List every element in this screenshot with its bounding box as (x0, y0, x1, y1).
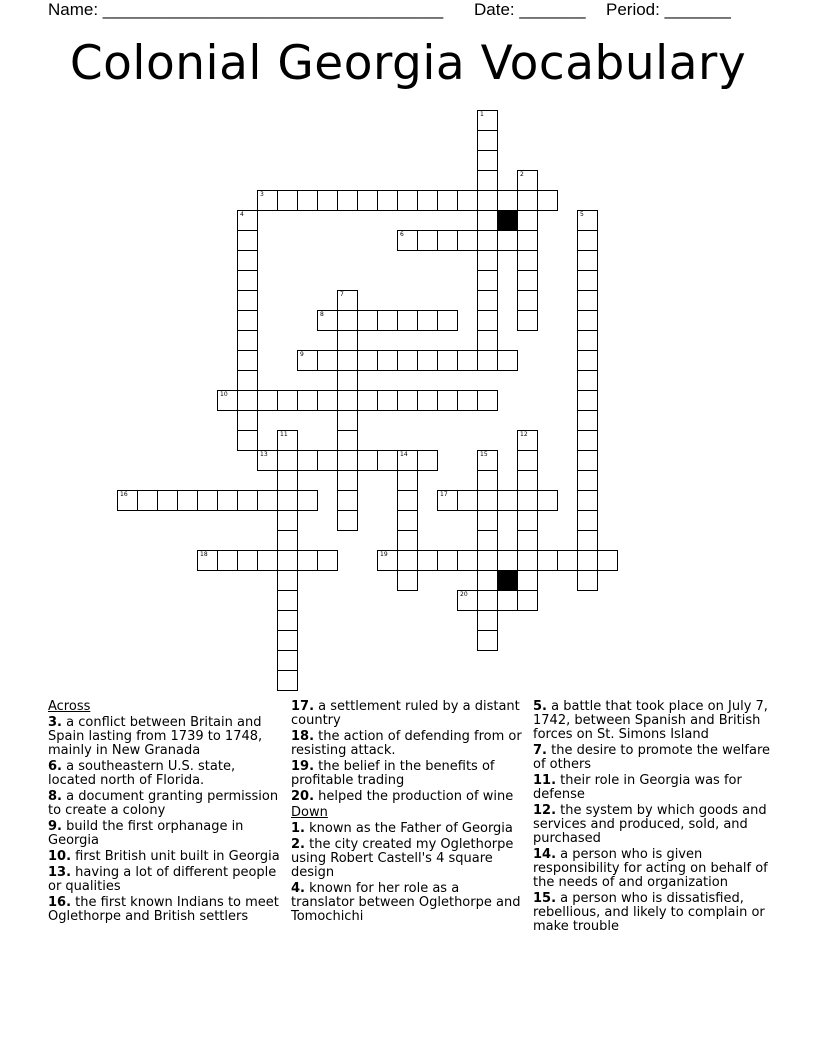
crossword-cell[interactable] (317, 350, 338, 371)
crossword-cell[interactable] (417, 350, 438, 371)
crossword-cell[interactable] (517, 570, 538, 591)
crossword-cell[interactable] (337, 310, 358, 331)
crossword-cell[interactable] (277, 650, 298, 671)
crossword-cell[interactable] (477, 390, 498, 411)
crossword-cell[interactable] (517, 510, 538, 531)
crossword-cell[interactable] (577, 210, 598, 231)
crossword-cell[interactable] (417, 190, 438, 211)
crossword-cell[interactable] (477, 570, 498, 591)
crossword-cell[interactable] (297, 390, 318, 411)
crossword-cell[interactable] (537, 190, 558, 211)
crossword-cell[interactable] (597, 550, 618, 571)
crossword-cell[interactable] (277, 450, 298, 471)
crossword-cell[interactable] (477, 550, 498, 571)
clue-across-20: 20. helped the production of wine (291, 789, 514, 804)
crossword-cell[interactable] (377, 350, 398, 371)
crossword-cell[interactable] (277, 490, 298, 511)
clue-across-9: 9. build the first orphanage in Georgia (48, 819, 244, 848)
clue-number: 13 (260, 451, 268, 458)
clue-number: 9 (300, 351, 304, 358)
crossword-cell[interactable] (317, 450, 338, 471)
name-field[interactable]: Name: ____________________________________ (48, 0, 444, 19)
crossword-cell[interactable] (277, 570, 298, 591)
clue-across-13: 13. having a lot of different people or qualities (48, 865, 277, 894)
crossword-cell[interactable] (497, 350, 518, 371)
crossword-cell[interactable] (517, 470, 538, 491)
clues-column-3 (533, 700, 773, 936)
clue-number: 12 (520, 431, 528, 438)
black-square (497, 570, 518, 591)
crossword-cell[interactable] (437, 550, 458, 571)
crossword-cell[interactable] (477, 130, 498, 151)
clue-down-11: 11. their role in Georgia was for defense (533, 773, 742, 802)
crossword-cell[interactable] (337, 470, 358, 491)
crossword-cell[interactable] (317, 550, 338, 571)
crossword-cell[interactable] (257, 190, 278, 211)
crossword-cell[interactable] (277, 590, 298, 611)
crossword-cell[interactable] (397, 230, 418, 251)
clue-down-4: 4. known for her role as a translator between Oglethorpe and Tomochichi (291, 881, 521, 924)
crossword-cell[interactable] (517, 310, 538, 331)
crossword-cell[interactable] (537, 550, 558, 571)
crossword-cell[interactable] (257, 390, 278, 411)
crossword-cell[interactable] (257, 550, 278, 571)
crossword-cell[interactable] (237, 250, 258, 271)
crossword-cell[interactable] (417, 450, 438, 471)
crossword-cell[interactable] (577, 230, 598, 251)
crossword-cell[interactable] (237, 230, 258, 251)
crossword-cell[interactable] (477, 310, 498, 331)
crossword-cell[interactable] (437, 350, 458, 371)
clue-number: 5 (580, 211, 584, 218)
crossword-cell[interactable] (217, 550, 238, 571)
crossword-cell[interactable] (477, 610, 498, 631)
crossword-cell[interactable] (337, 190, 358, 211)
crossword-cell[interactable] (477, 190, 498, 211)
clue-across-6: 6. a southeastern U.S. state, located north of Florida. (48, 759, 236, 788)
crossword-cell[interactable] (277, 550, 298, 571)
crossword-cell[interactable] (477, 270, 498, 291)
crossword-cell[interactable] (337, 430, 358, 451)
crossword-cell[interactable] (377, 190, 398, 211)
crossword-cell[interactable] (377, 390, 398, 411)
crossword-cell[interactable] (337, 410, 358, 431)
crossword-cell[interactable] (277, 670, 298, 691)
crossword-cell[interactable] (437, 190, 458, 211)
crossword-cell[interactable] (577, 410, 598, 431)
crossword-cell[interactable] (297, 450, 318, 471)
crossword-cell[interactable] (537, 490, 558, 511)
clue-number: 19 (380, 551, 388, 558)
crossword-cell[interactable] (397, 190, 418, 211)
crossword-cell[interactable] (517, 190, 538, 211)
clue-down-1: 1. known as the Father of Georgia (291, 821, 513, 836)
crossword-cell[interactable] (477, 150, 498, 171)
crossword-cell[interactable] (297, 350, 318, 371)
page-title: Colonial Georgia Vocabulary (69, 36, 747, 91)
clue-down-15: 15. a person who is dissatisfied, rebellious, and likely to complain or make trouble (533, 891, 765, 934)
crossword-cell[interactable] (457, 190, 478, 211)
crossword-cell[interactable] (517, 230, 538, 251)
crossword-cell[interactable] (477, 510, 498, 531)
crossword-cell[interactable] (237, 410, 258, 431)
crossword-cell[interactable] (297, 190, 318, 211)
crossword-cell[interactable] (457, 490, 478, 511)
crossword-cell[interactable] (437, 230, 458, 251)
crossword-cell[interactable] (577, 370, 598, 391)
crossword-cell[interactable] (437, 390, 458, 411)
crossword-cell[interactable] (517, 450, 538, 471)
crossword-cell[interactable] (577, 290, 598, 311)
crossword-cell[interactable] (517, 590, 538, 611)
crossword-cell[interactable] (257, 450, 278, 471)
crossword-cell[interactable] (397, 570, 418, 591)
crossword-cell[interactable] (577, 570, 598, 591)
crossword-cell[interactable] (237, 330, 258, 351)
crossword-cell[interactable] (397, 450, 418, 471)
clue-number: 6 (400, 231, 404, 238)
crossword-cell[interactable] (417, 230, 438, 251)
crossword-cell[interactable] (517, 250, 538, 271)
crossword-cell[interactable] (297, 490, 318, 511)
clue-number: 1 (480, 111, 484, 118)
clue-across-18: 18. the action of defending from or resisting attack. (291, 729, 522, 758)
crossword-cell[interactable] (397, 490, 418, 511)
crossword-cell[interactable] (577, 350, 598, 371)
crossword-cell[interactable] (497, 490, 518, 511)
crossword-cell[interactable] (477, 490, 498, 511)
crossword-cell[interactable] (577, 530, 598, 551)
clue-down-2: 2. the city created my Oglethorpe using Robert Castell's 4 square design (291, 837, 514, 880)
crossword-cell[interactable] (497, 590, 518, 611)
clue-across-19: 19. the belief in the benefits of profitable trading (291, 759, 495, 788)
crossword-cell[interactable] (477, 630, 498, 651)
crossword-cell[interactable] (197, 550, 218, 571)
clue-number: 11 (280, 431, 288, 438)
clue-number: 8 (320, 311, 324, 318)
crossword-cell[interactable] (237, 370, 258, 391)
crossword-cell[interactable] (517, 270, 538, 291)
clue-number: 20 (460, 591, 468, 598)
clue-number: 4 (240, 211, 244, 218)
crossword-cell[interactable] (277, 530, 298, 551)
crossword-cell[interactable] (477, 530, 498, 551)
crossword-cell[interactable] (137, 490, 158, 511)
down-heading: Down (291, 805, 328, 820)
date-field[interactable]: Date: _______ (474, 0, 586, 19)
clue-across-8: 8. a document granting permission to create a colony (48, 789, 279, 818)
crossword-cell[interactable] (577, 330, 598, 351)
crossword-cell[interactable] (397, 530, 418, 551)
crossword-cell[interactable] (577, 250, 598, 271)
crossword-cell[interactable] (477, 290, 498, 311)
clue-down-5: 5. a battle that took place on July 7, 1742, between Spanish and British forces on St. Simons Island (533, 699, 768, 742)
crossword-cell[interactable] (577, 270, 598, 291)
crossword-cell[interactable] (377, 550, 398, 571)
crossword-cell[interactable] (457, 230, 478, 251)
crossword-cell[interactable] (477, 230, 498, 251)
crossword-cell[interactable] (157, 490, 178, 511)
clue-number: 14 (400, 451, 408, 458)
crossword-cell[interactable] (237, 490, 258, 511)
crossword-cell[interactable] (557, 550, 578, 571)
crossword-cell[interactable] (477, 170, 498, 191)
crossword-cell[interactable] (417, 550, 438, 571)
crossword-cell[interactable] (397, 390, 418, 411)
crossword-cell[interactable] (237, 390, 258, 411)
crossword-cell[interactable] (277, 470, 298, 491)
crossword-cell[interactable] (397, 550, 418, 571)
crossword-cell[interactable] (457, 550, 478, 571)
crossword-cell[interactable] (357, 350, 378, 371)
crossword-cell[interactable] (577, 490, 598, 511)
crossword-cell[interactable] (437, 310, 458, 331)
clue-number: 16 (120, 491, 128, 498)
crossword-cell[interactable] (337, 330, 358, 351)
crossword-cell[interactable] (457, 350, 478, 371)
crossword-cell[interactable] (257, 490, 278, 511)
crossword-cell[interactable] (197, 490, 218, 511)
crossword-cell[interactable] (517, 170, 538, 191)
crossword-cell[interactable] (277, 510, 298, 531)
crossword-cell[interactable] (397, 510, 418, 531)
crossword-cell[interactable] (497, 550, 518, 571)
crossword-cell[interactable] (237, 310, 258, 331)
clue-number: 3 (260, 191, 264, 198)
clue-number: 17 (440, 491, 448, 498)
crossword-cell[interactable] (577, 470, 598, 491)
crossword-cell[interactable] (357, 190, 378, 211)
clue-down-7: 7. the desire to promote the welfare of others (533, 743, 771, 772)
crossword-cell[interactable] (337, 350, 358, 371)
crossword-cell[interactable] (477, 470, 498, 491)
black-square (497, 210, 518, 231)
crossword-cell[interactable] (417, 390, 438, 411)
crossword-cell[interactable] (377, 310, 398, 331)
crossword-cell[interactable] (357, 450, 378, 471)
crossword-cell[interactable] (517, 210, 538, 231)
crossword-cell[interactable] (337, 450, 358, 471)
crossword-cell[interactable] (577, 450, 598, 471)
clue-across-3: 3. a conflict between Britain and Spain lasting from 1739 to 1748, mainly in New Granada (48, 715, 263, 758)
clue-across-16: 16. the first known Indians to meet Oglethorpe and British settlers (48, 895, 279, 924)
crossword-cell[interactable] (297, 550, 318, 571)
crossword-cell[interactable] (397, 350, 418, 371)
crossword-cell[interactable] (517, 530, 538, 551)
crossword-cell[interactable] (477, 110, 498, 131)
clue-number: 2 (520, 171, 524, 178)
clue-number: 10 (220, 391, 228, 398)
crossword-cell[interactable] (517, 290, 538, 311)
clue-down-14: 14. a person who is given responsibility for acting on behalf of the needs of and organization (533, 847, 768, 890)
crossword-cell[interactable] (397, 310, 418, 331)
clue-number: 18 (200, 551, 208, 558)
crossword-cell[interactable] (237, 350, 258, 371)
crossword-cell[interactable] (277, 390, 298, 411)
crossword-cell[interactable] (477, 210, 498, 231)
crossword-cell[interactable] (477, 450, 498, 471)
crossword-cell[interactable] (417, 310, 438, 331)
crossword-cell[interactable] (497, 230, 518, 251)
crossword-cell[interactable] (577, 430, 598, 451)
crossword-cell[interactable] (117, 490, 138, 511)
crossword-cell[interactable] (317, 390, 338, 411)
crossword-cell[interactable] (277, 610, 298, 631)
crossword-cell[interactable] (577, 510, 598, 531)
crossword-cell[interactable] (237, 210, 258, 231)
crossword-cell[interactable] (457, 390, 478, 411)
crossword-cell[interactable] (317, 190, 338, 211)
crossword-cell[interactable] (517, 550, 538, 571)
crossword-cell[interactable] (437, 490, 458, 511)
crossword-cell[interactable] (477, 330, 498, 351)
clue-number: 7 (340, 291, 344, 298)
clue-across-17: 17. a settlement ruled by a distant country (291, 699, 520, 728)
crossword-cell[interactable] (577, 550, 598, 571)
crossword-cell[interactable] (377, 450, 398, 471)
crossword-cell[interactable] (337, 370, 358, 391)
clue-number: 15 (480, 451, 488, 458)
crossword-cell[interactable] (237, 290, 258, 311)
period-field[interactable]: Period: _______ (606, 0, 731, 19)
clue-across-10: 10. first British unit built in Georgia (48, 849, 280, 864)
crossword-cell[interactable] (317, 310, 338, 331)
crossword-cell[interactable] (497, 190, 518, 211)
clues-column-1 (48, 700, 283, 926)
crossword-cell[interactable] (337, 510, 358, 531)
crossword-cell[interactable] (177, 490, 198, 511)
crossword-cell[interactable] (517, 430, 538, 451)
crossword-cell[interactable] (217, 490, 238, 511)
crossword-cell[interactable] (337, 490, 358, 511)
crossword-cell[interactable] (237, 430, 258, 451)
across-heading: Across (48, 699, 91, 714)
crossword-cell[interactable] (217, 390, 238, 411)
crossword-cell[interactable] (337, 290, 358, 311)
clues-column-2 (291, 700, 526, 926)
crossword-cell[interactable] (237, 270, 258, 291)
crossword-cell[interactable] (357, 310, 378, 331)
crossword-cell[interactable] (277, 430, 298, 451)
crossword-cell[interactable] (477, 250, 498, 271)
crossword-cell[interactable] (337, 390, 358, 411)
clue-down-12: 12. the system by which goods and services and produced, sold, and purchased (533, 803, 767, 846)
crossword-cell[interactable] (277, 190, 298, 211)
crossword-cell[interactable] (397, 470, 418, 491)
crossword-cell[interactable] (277, 630, 298, 651)
crossword-cell[interactable] (577, 390, 598, 411)
crossword-cell[interactable] (577, 310, 598, 331)
crossword-cell[interactable] (457, 590, 478, 611)
crossword-cell[interactable] (237, 550, 258, 571)
crossword-cell[interactable] (477, 590, 498, 611)
crossword-cell[interactable] (517, 490, 538, 511)
crossword-cell[interactable] (477, 350, 498, 371)
crossword-cell[interactable] (357, 390, 378, 411)
